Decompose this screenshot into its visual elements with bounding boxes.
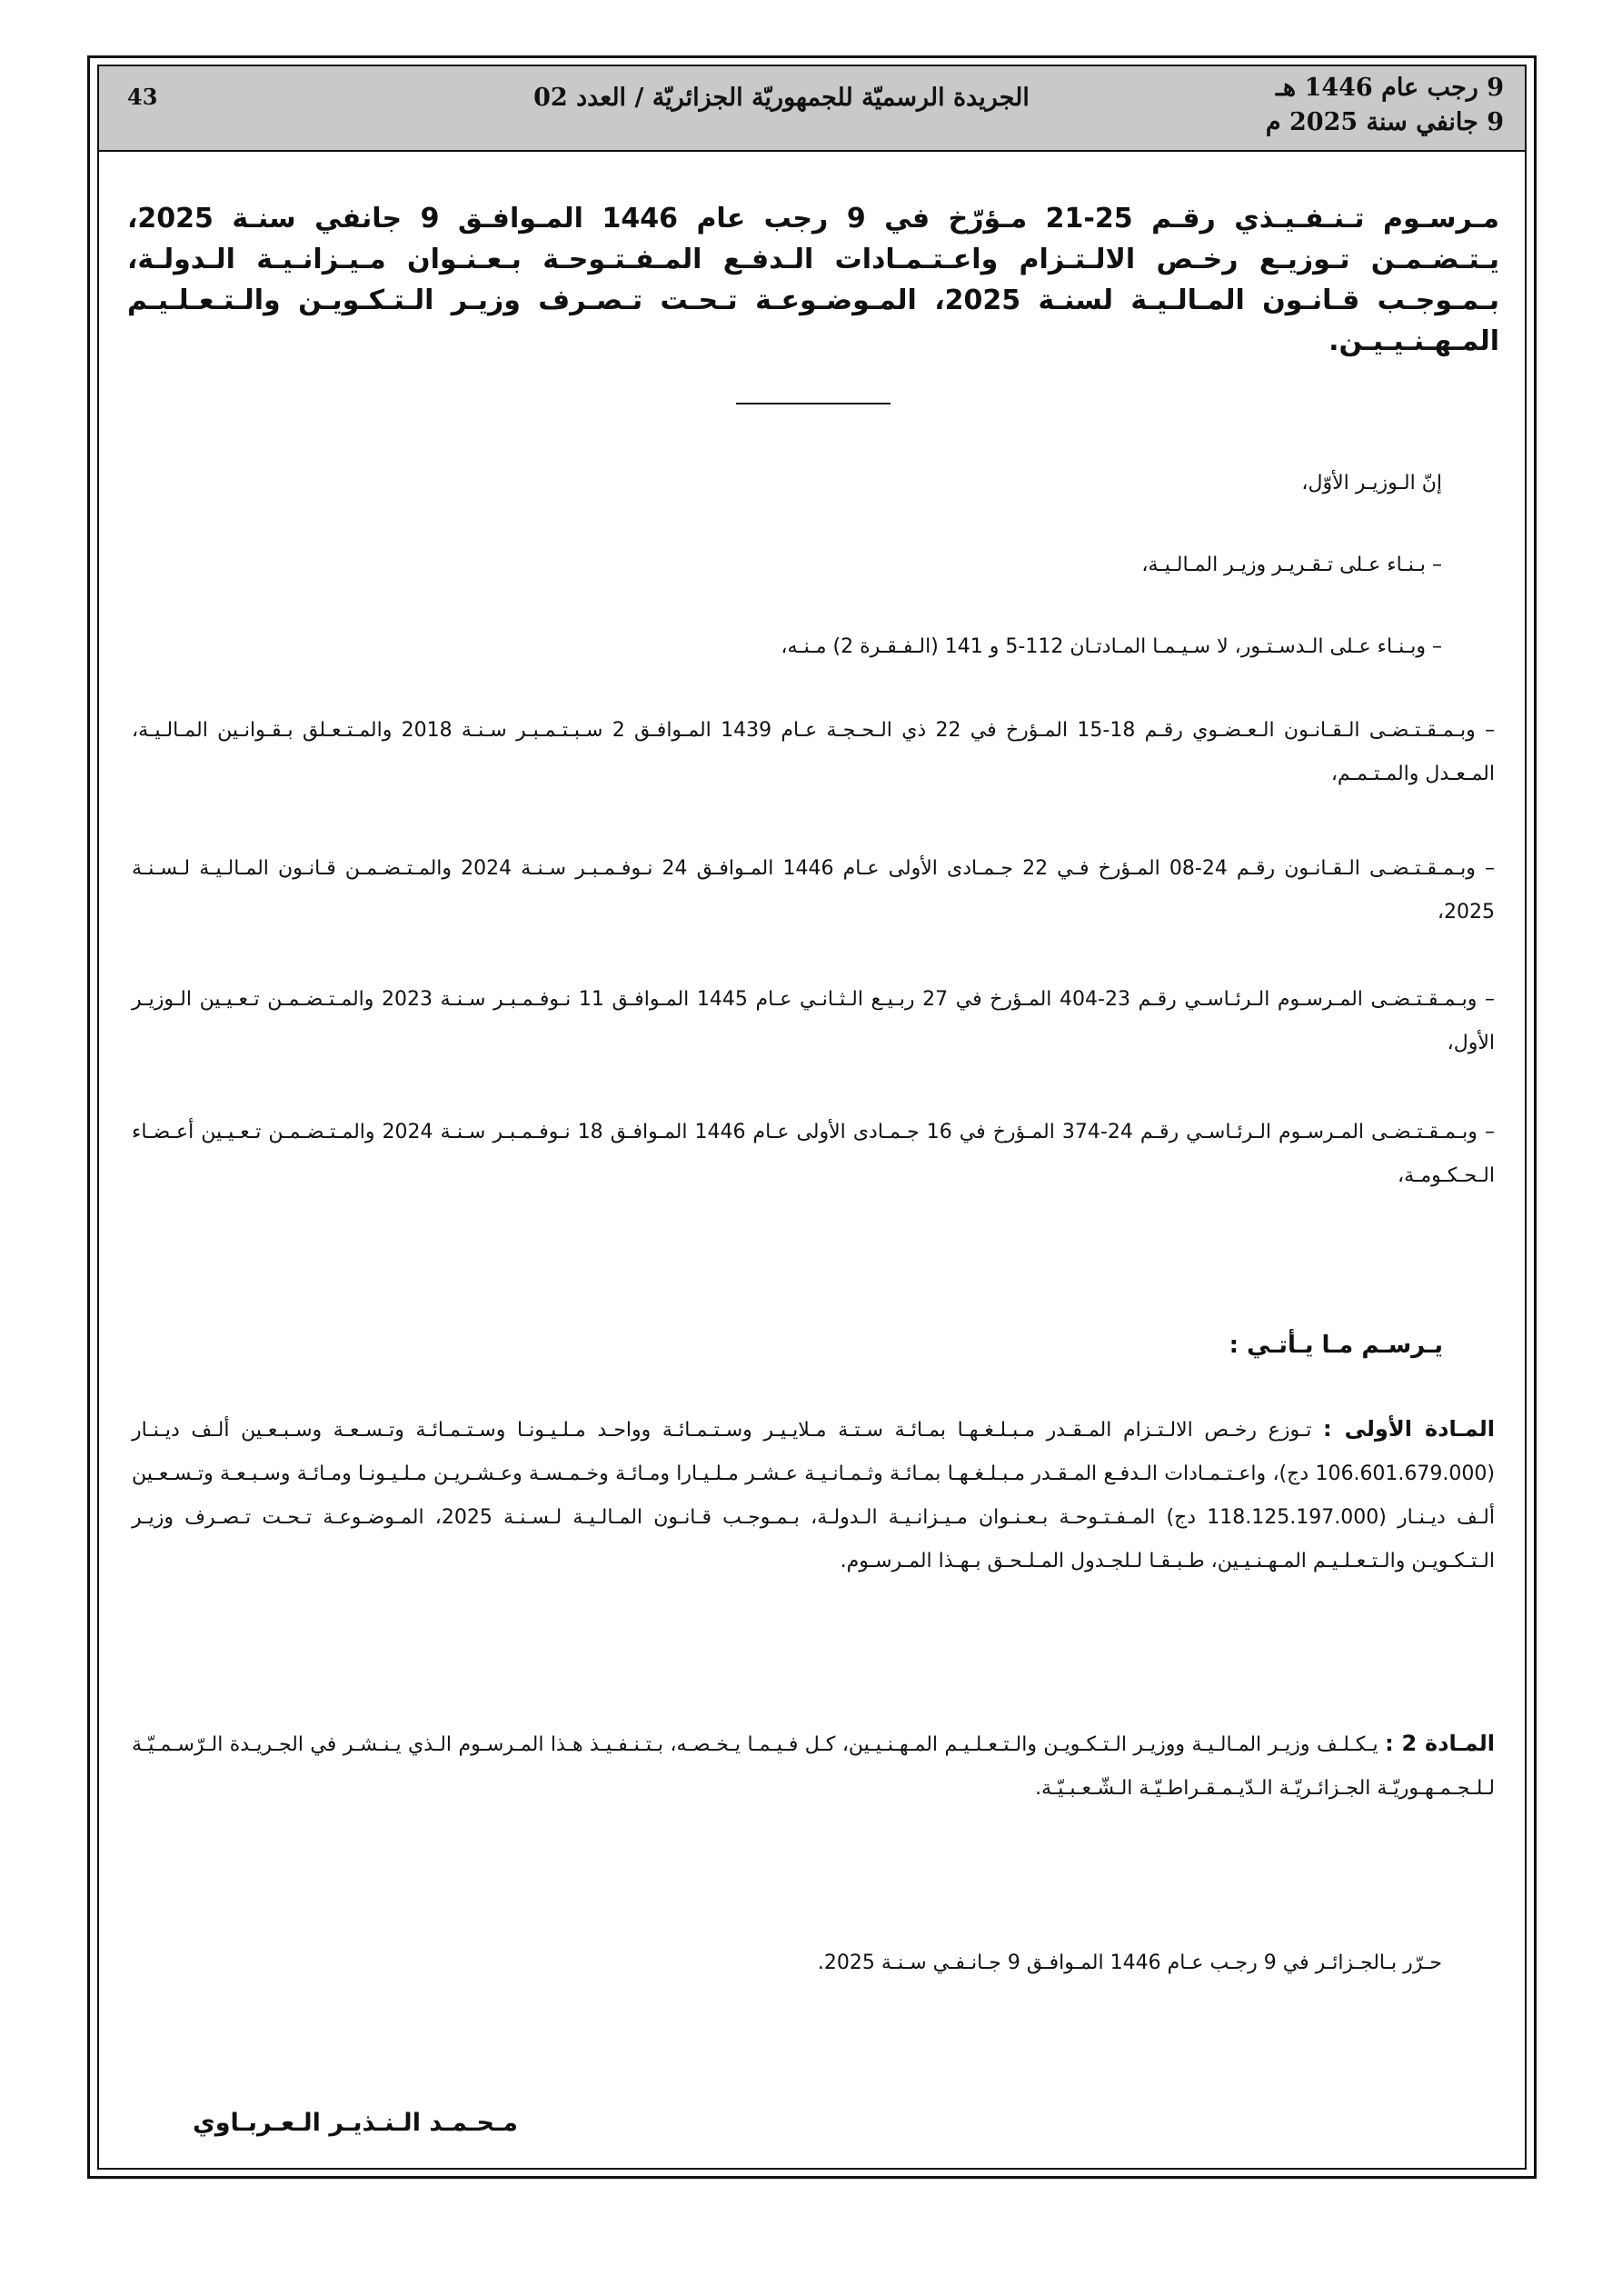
preamble-item-5: – وبـمـقـتـضـى المـرسـوم الـرئـاسـي رقـم 23-404 المـؤرخ في 27 ربـيـع الـثـانـي عـام 1445 المـوافـق 11 نـوفـمـبـر سـنـة 2023 والمـتـضـمـن تـعـيـين الـوزيـر الأول،: [132, 988, 1495, 1054]
header-hijri-date: 9 رجب عام 1446 هـ: [1275, 74, 1504, 102]
article-2-label: المـادة 2 :: [1385, 1731, 1496, 1756]
preamble-item-2: – وبـنـاء عـلى الـدسـتـور، لا سـيـمـا المـادتـان 112-5 و 141 (الـفـقـرة 2) مـنـه،: [781, 635, 1442, 658]
preamble-item-6: – وبـمـقـتـضـى المـرسـوم الـرئـاسـي رقـم 24-374 المـؤرخ في 16 جـمـادى الأولى عـام 1446 المـوافـق 18 نـوفـمـبـر سـنـة 2024 والمـتـضـمـن تـعـيـين أعـضـاء الـحـكـومـة،: [132, 1121, 1495, 1187]
preamble-opening: إنّ الـوزيـر الأوّل،: [1301, 472, 1442, 494]
article-1-text: تـوزع رخـص الالـتـزام المـقـدر مـبـلـغـهـا بمـائـة سـتـة مـلايـيـر وسـتـمـائـة وواحـد مـلـيـونـا وسـتـمـائـة وتـسـعـة وسـبـعـين ألـف ديـنـار (106.601.679.000 دج)، واعـتـمـادات الـدفـع المـقـدر مـبـلـغـهـا بمـائـة وثـمـانـيـة عـشـر مـلـيـارا ومـائـة وخـمـسـة وعـشـريـن مـلـيـونـا ومـائـة وسـبـعـة وتـسـعـين ألـف ديـنـار (118.125.197.000 دج) المـفـتـوحـة بـعـنـوان مـيـزانـيـة الـدولـة، بـمـوجـب قـانـون المـالـيـة لـسـنـة 2025، المـوضـوعـة تـحـت تـصـرف وزيـر الـتـكـويـن والـتـعـلـيـم المـهـنـيـين، طـبـقـا لـلجـدول المـلـحـق بـهـذا المـرسـوم.: [132, 1419, 1495, 1572]
header-gregorian-date: 9 جانفي سنة 2025 م: [1265, 108, 1504, 136]
page-number: 43: [127, 84, 158, 110]
closing-statement: حـرّر بـالجـزائـر في 9 رجـب عـام 1446 المـوافـق 9 جـانـفـي سـنـة 2025.: [817, 1952, 1442, 1974]
article-2: [132, 1722, 1495, 1811]
signatory-name: مـحـمـد الـنـذيـر الـعـربـاوي: [193, 2109, 518, 2137]
article-1: [132, 1407, 1495, 1583]
preamble-item-4: – وبـمـقـتـضـى الـقـانـون رقـم 24-08 المـؤرخ فـي 22 جـمـادى الأولى عـام 1446 المـوافـق 24 نـوفـمـبـر سـنـة 2024 والمـتـضـمـن قـانـون المـالـيـة لـسـنـة 2025،: [132, 857, 1495, 923]
preamble-item-3: – وبـمـقـتـضـى الـقـانـون الـعـضـوي رقـم 18-15 المـؤرخ في 22 ذي الـحـجـة عـام 1439 المـوافـق 2 سـبـتـمـبـر سـنـة 2018 والمـتـعـلق بـقـوانـين المـالـيـة، المـعـدل والمـتـمـم،: [132, 719, 1495, 785]
header-dates: [1231, 71, 1504, 140]
article-2-text: يـكـلـف وزيـر المـالـيـة ووزيـر الـتـكـويـن والـتـعـلـيـم المـهـنـيـين، كـل فـيـمـا يـخـصـه، بـتـنـفـيـذ هـذا المـرسـوم الـذي يـنـشـر في الجـريـدة الـرّسـمـيّـة لـلـجـمـهـوريّـة الجـزائـريّـة الـدّيـمـقـراطـيّـة الـشّـعـبـيّـة.: [132, 1733, 1495, 1800]
decree-title: مـرسـوم تـنـفـيـذي رقـم 25-21 مـؤرّخ في 9 رجب عام 1446 المـوافـق 9 جانفي سنـة 2025، يـتـضـمـن تـوزيـع رخـص الالـتـزام واعـتـمـادات الـدفـع المـفـتـوحـة بـعـنـوان مـيـزانـيـة الـدولـة، بـمـوجـب قـانـون المـالـيـة لسنـة 2025، المـوضـوعـة تـحـت تـصـرف وزيـر الـتـكـويـن والـتـعـلـيـم المـهـنـيـيـن.: [127, 203, 1500, 357]
preamble-item-1: – بـنـاء عـلى تـقـريـر وزيـر المـالـيـة،: [1141, 554, 1442, 576]
article-1-label: المـادة الأولى :: [1323, 1416, 1495, 1442]
header-journal-title: الجريدة الرسميّة للجمهوريّة الجزائريّة / العدد 02: [533, 84, 1030, 112]
enacting-clause: يـرسـم مـا يـأتـي :: [1229, 1332, 1443, 1359]
title-separator-rule: [736, 403, 891, 404]
